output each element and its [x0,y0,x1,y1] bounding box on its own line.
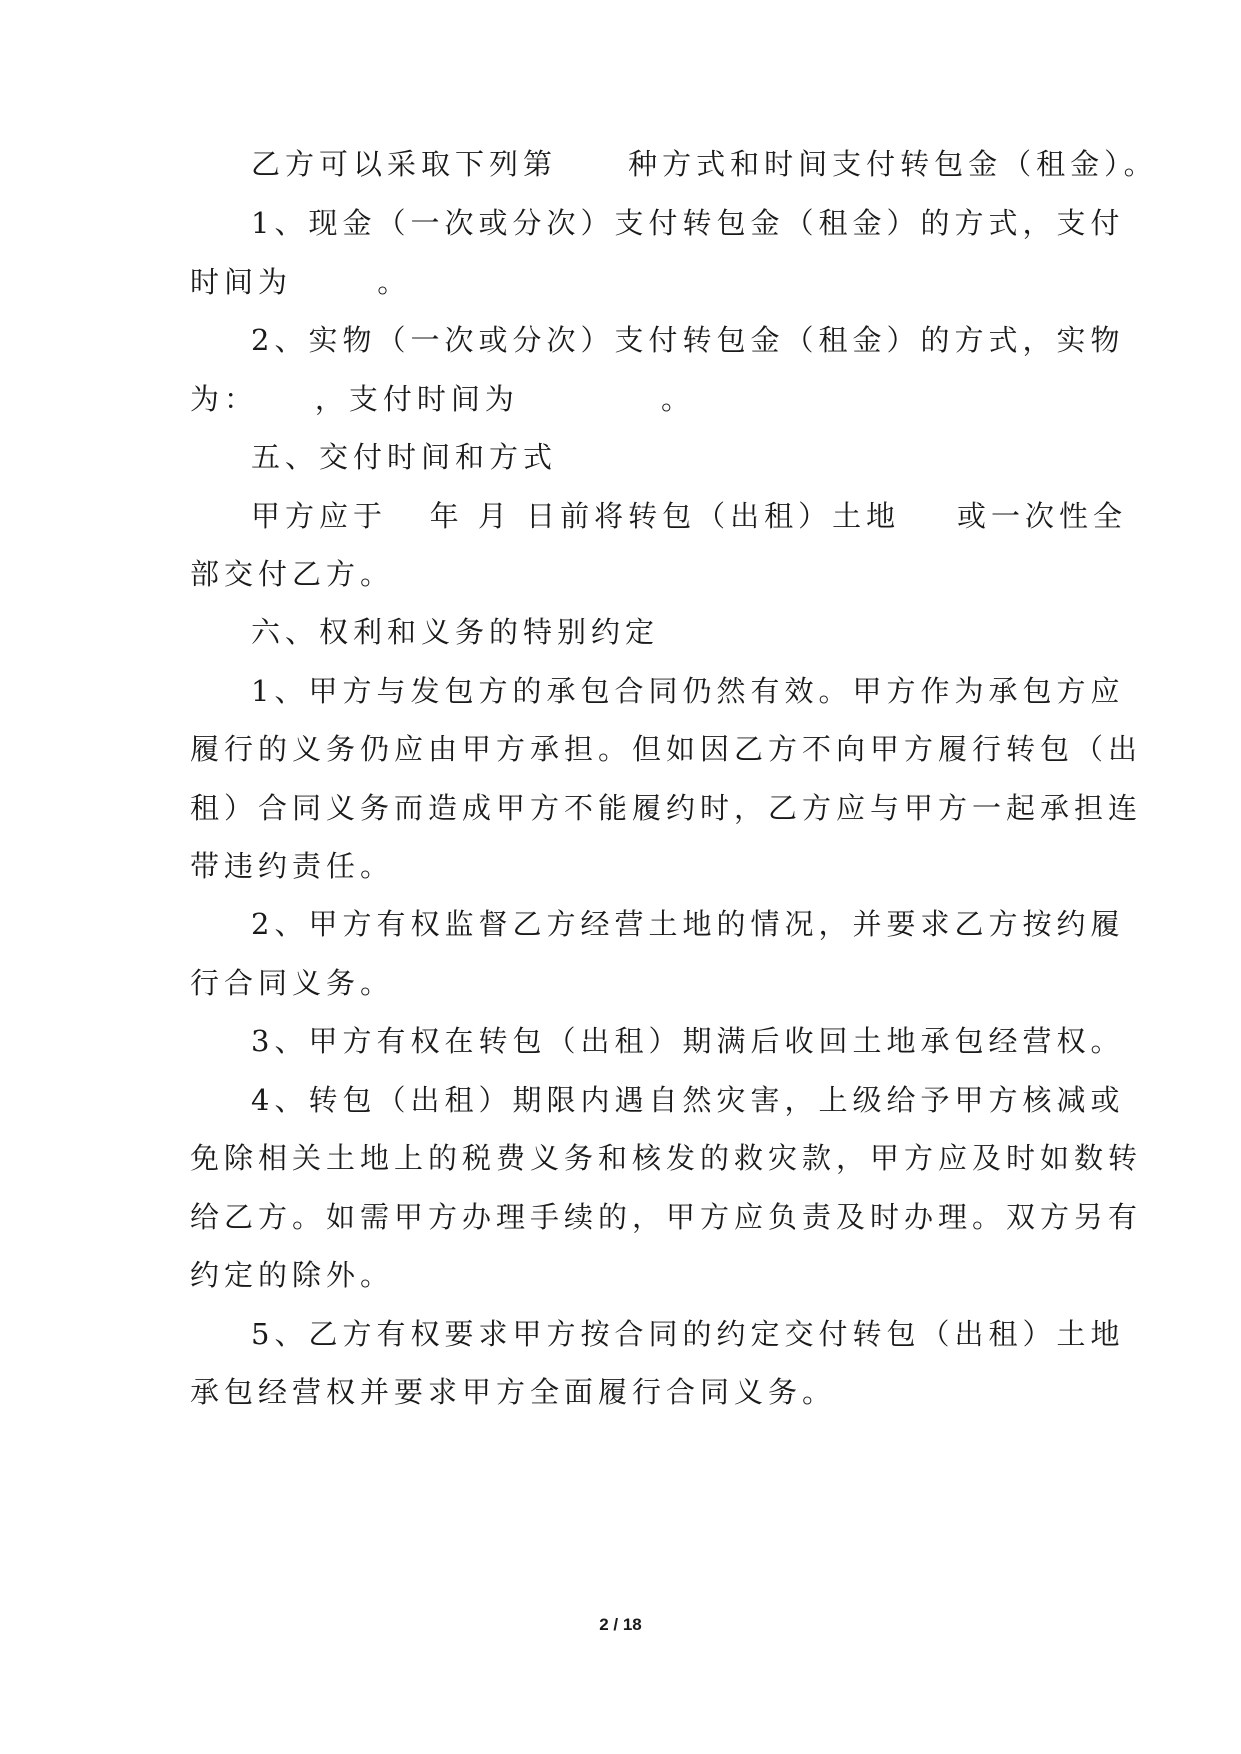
text-line: 时间为 。 [190,265,412,299]
text-line: 租）合同义务而造成甲方不能履约时，乙方应与甲方一起承担连 [190,791,1143,825]
text-line: 带违约责任。 [190,849,395,883]
text-line: 约定的除外。 [190,1258,395,1292]
text-line: 2、实物（一次或分次）支付转包金（租金）的方式，实物 [251,323,1125,357]
text-line: 履行的义务仍应由甲方承担。但如因乙方不向甲方履行转包（出 [190,732,1143,766]
text-line: 乙方可以采取下列第 种方式和时间支付转包金（租金）。 [251,147,1158,181]
text-line: 1、现金（一次或分次）支付转包金（租金）的方式，支付 [251,206,1125,240]
text-line: 2、甲方有权监督乙方经营土地的情况，并要求乙方按约履 [251,907,1125,941]
text-line: 部交付乙方。 [190,557,395,591]
text-line: 1、甲方与发包方的承包合同仍然有效。甲方作为承包方应 [251,674,1125,708]
section-heading: 五、交付时间和方式 [251,440,558,474]
text-line: 3、甲方有权在转包（出租）期满后收回土地承包经营权。 [251,1024,1125,1058]
text-line: 5、乙方有权要求甲方按合同的约定交付转包（出租）土地 [251,1317,1125,1351]
text-line: 为： ，支付时间为 。 [190,382,696,416]
section-heading: 六、权利和义务的特别约定 [251,615,660,649]
text-line: 免除相关土地上的税费义务和核发的救灾款，甲方应及时如数转 [190,1141,1143,1175]
text-line: 行合同义务。 [190,966,395,1000]
page-number: 2 / 18 [599,1615,642,1634]
text-line: 甲方应于 年 月 日前将转包（出租）土地 或一次性全 [251,499,1127,533]
text-line: 给乙方。如需甲方办理手续的，甲方应负责及时办理。双方另有 [190,1200,1143,1234]
text-line: 4、转包（出租）期限内遇自然灾害，上级给予甲方核减或 [251,1083,1125,1117]
text-line: 承包经营权并要求甲方全面履行合同义务。 [190,1375,837,1409]
